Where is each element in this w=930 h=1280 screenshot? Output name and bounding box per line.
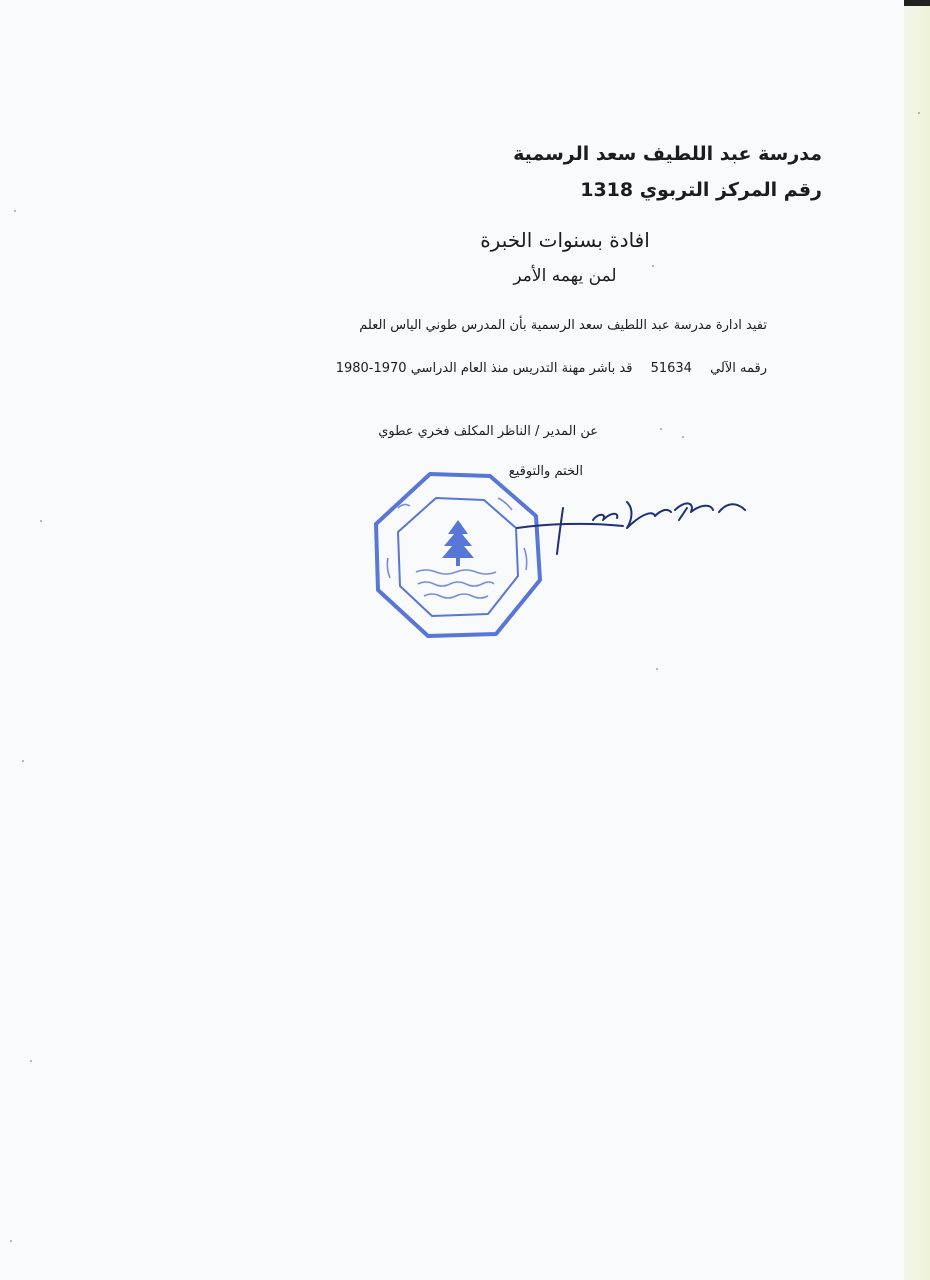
document-subtitle: لمن يهمه الأمر <box>513 266 617 286</box>
center-number-label: رقم المركز التربوي <box>639 179 822 201</box>
scan-speck <box>652 265 654 267</box>
scan-corner-mark <box>904 0 930 6</box>
id-number: 51634 <box>650 361 692 376</box>
signatory: عن المدير / الناظر المكلف فخري عطوي <box>378 424 598 439</box>
handwritten-signature-icon <box>515 488 755 558</box>
stamp-caption: الختم والتوقيع <box>508 464 583 479</box>
id-number-label: رقمه الآلي <box>710 361 767 376</box>
scan-speck <box>14 210 16 212</box>
scan-speck <box>22 760 24 762</box>
body-line-1: تفيد ادارة مدرسة عبد اللطيف سعد الرسمية بأن المدرس طوني الياس العلم <box>359 318 767 333</box>
teaching-start-text: قد باشر مهنة التدريس منذ العام الدراسي <box>410 361 633 376</box>
scan-speck <box>10 1240 12 1242</box>
year-range: 1980-1970 <box>335 361 407 376</box>
school-name: مدرسة عبد اللطيف سعد الرسمية <box>513 143 822 165</box>
center-number-value: 1318 <box>580 179 634 201</box>
scan-speck <box>30 1060 32 1062</box>
scan-speck <box>682 436 684 438</box>
scan-speck <box>918 112 920 114</box>
body-line-2 <box>336 361 767 376</box>
scan-speck <box>656 668 658 670</box>
center-number-line <box>580 179 822 201</box>
scan-edge <box>904 0 930 1280</box>
scan-speck <box>660 428 662 430</box>
scan-speck <box>40 520 42 522</box>
document-title: افادة بسنوات الخبرة <box>480 228 650 252</box>
